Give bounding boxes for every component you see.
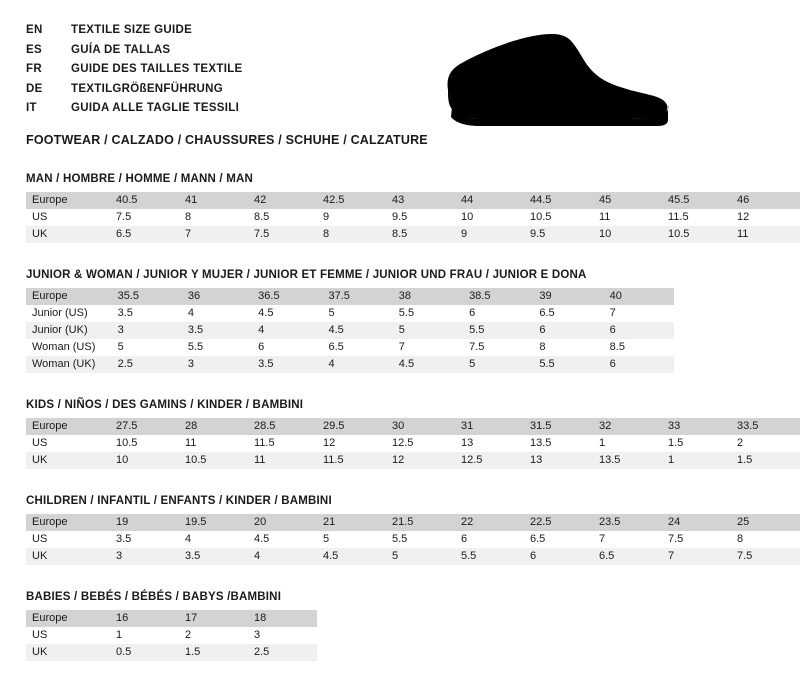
cell: 42.5 xyxy=(317,192,386,209)
cell: 11 xyxy=(248,452,317,469)
cell: 43 xyxy=(386,192,455,209)
cell: 45.5 xyxy=(662,192,731,209)
table-row xyxy=(26,305,674,322)
cell: 1 xyxy=(662,452,731,469)
cell: 3.5 xyxy=(117,307,133,319)
cell: 6 xyxy=(258,341,265,353)
table-row xyxy=(26,627,317,644)
cell: 4 xyxy=(185,533,192,545)
cell: 10.5 xyxy=(116,437,138,449)
size-table-man xyxy=(26,192,800,243)
cell: 6.5 xyxy=(328,341,344,353)
cell: 40.5 xyxy=(110,192,179,209)
language-code: EN xyxy=(26,24,43,36)
table-row xyxy=(26,531,800,548)
cell: 21.5 xyxy=(386,514,455,531)
cell: 13.5 xyxy=(593,452,662,469)
cell: 1.5 xyxy=(731,452,800,469)
section-title: BABIES / BEBÉS / BÉBÉS / BABYS /BAMBINI xyxy=(26,590,282,603)
row-label: Europe xyxy=(26,288,112,305)
table-row xyxy=(26,548,800,565)
table-row xyxy=(26,610,317,627)
cell: 41 xyxy=(179,192,248,209)
cell: 10 xyxy=(461,211,474,223)
cell: 3 xyxy=(112,322,182,339)
cell: 5.5 xyxy=(463,322,533,339)
table-row xyxy=(26,288,674,305)
cell: 32 xyxy=(593,418,662,435)
cell: 22.5 xyxy=(524,514,593,531)
size-table-kids xyxy=(26,418,800,469)
cell: 4 xyxy=(248,548,317,565)
cell: 3 xyxy=(182,356,252,373)
cell: 6.5 xyxy=(530,533,546,545)
cell: 5.5 xyxy=(187,341,204,353)
cell: 9 xyxy=(323,211,330,223)
cell: 2 xyxy=(737,437,744,449)
cell: 11.5 xyxy=(668,211,689,223)
cell: 9 xyxy=(455,226,524,243)
cell: 29.5 xyxy=(317,418,386,435)
cell: 46 xyxy=(731,192,800,209)
cell: 18 xyxy=(248,610,317,627)
cell: 13 xyxy=(524,452,593,469)
cell: 7 xyxy=(609,307,616,319)
row-label: UK xyxy=(26,452,110,469)
table-row xyxy=(26,644,317,661)
language-title: TEXTILE SIZE GUIDE xyxy=(71,24,193,36)
language-title: GUIDE DES TAILLES TEXTILE xyxy=(71,63,243,75)
cell: 13 xyxy=(461,437,474,449)
cell: 5 xyxy=(463,356,533,373)
cell: 2.5 xyxy=(112,356,182,373)
cell: 6.5 xyxy=(593,548,662,565)
language-code: IT xyxy=(26,102,37,114)
cell: 3.5 xyxy=(179,548,248,565)
cell: 11 xyxy=(185,437,197,449)
section-babies xyxy=(26,591,674,661)
size-table-junior-woman xyxy=(26,288,674,373)
cell: 31.5 xyxy=(524,418,593,435)
cell: 0.5 xyxy=(110,644,179,661)
cell: 7.5 xyxy=(469,341,485,353)
cell: 1 xyxy=(599,437,606,449)
cell: 13.5 xyxy=(530,437,552,449)
cell: 5 xyxy=(386,548,455,565)
language-title: TEXTILGRÖßENFÜHRUNG xyxy=(71,82,223,95)
table-row xyxy=(26,452,800,469)
table-row xyxy=(26,339,674,356)
cell: 10 xyxy=(110,452,179,469)
cell: 44 xyxy=(455,192,524,209)
cell: 6 xyxy=(461,533,468,545)
category-line: FOOTWEAR / CALZADO / CHAUSSURES / SCHUHE / CALZATURE xyxy=(26,132,428,147)
section-man xyxy=(26,172,750,243)
language-code: DE xyxy=(26,82,43,95)
cell: 31 xyxy=(455,418,524,435)
cell: 5.5 xyxy=(455,548,524,565)
row-label: Europe xyxy=(26,192,110,209)
cell: 11.5 xyxy=(254,437,275,449)
section-title: JUNIOR & WOMAN / JUNIOR Y MUJER / JUNIOR ET FEMME / JUNIOR UND FRAU / JUNIOR E DONA xyxy=(26,268,587,281)
row-label: Woman (US) xyxy=(32,341,96,353)
section-kids xyxy=(26,398,759,469)
row-label: Junior (US) xyxy=(32,307,88,319)
cell: 8 xyxy=(185,211,192,223)
cell: 16 xyxy=(110,610,179,627)
row-label: Woman (UK) xyxy=(26,356,112,373)
cell: 12.5 xyxy=(392,437,414,449)
cell: 5 xyxy=(323,533,330,545)
row-label: Europe xyxy=(26,610,110,627)
cell: 7 xyxy=(599,533,606,545)
cell: 6 xyxy=(533,322,603,339)
cell: 4.5 xyxy=(317,548,386,565)
cell: 8.5 xyxy=(609,341,625,353)
row-label: UK xyxy=(26,226,110,243)
cell: 3 xyxy=(110,548,179,565)
cell: 17 xyxy=(179,610,248,627)
cell: 1.5 xyxy=(179,644,248,661)
cell: 10.5 xyxy=(530,211,552,223)
cell: 44.5 xyxy=(524,192,593,209)
table-row xyxy=(26,192,800,209)
cell: 10.5 xyxy=(662,226,731,243)
cell: 5.5 xyxy=(392,533,408,545)
cell: 28.5 xyxy=(248,418,317,435)
size-table-children xyxy=(26,514,800,565)
row-label: Junior (UK) xyxy=(26,322,112,339)
cell: 24 xyxy=(662,514,731,531)
cell: 7.5 xyxy=(116,211,132,223)
language-code: ES xyxy=(26,43,42,56)
section-title: CHILDREN / INFANTIL / ENFANTS / KINDER / BAMBINI xyxy=(26,494,332,507)
cell: 6.5 xyxy=(110,226,179,243)
cell: 7 xyxy=(398,341,405,353)
cell: 7.5 xyxy=(731,548,800,565)
document-header xyxy=(26,22,674,147)
cell: 12 xyxy=(386,452,455,469)
cell: 33 xyxy=(662,418,731,435)
cell: 6.5 xyxy=(539,307,555,319)
cell: 5 xyxy=(117,341,124,353)
cell: 4.5 xyxy=(322,322,392,339)
cell: 6 xyxy=(524,548,593,565)
cell: 8.5 xyxy=(254,211,270,223)
cell: 2 xyxy=(185,629,192,641)
cell: 23.5 xyxy=(593,514,662,531)
size-table-babies xyxy=(26,610,317,661)
cell: 19.5 xyxy=(179,514,248,531)
cell: 6 xyxy=(604,356,674,373)
cell: 9.5 xyxy=(392,211,408,223)
cell: 2.5 xyxy=(248,644,317,661)
cell: 3.5 xyxy=(116,533,132,545)
cell: 36.5 xyxy=(252,288,322,305)
section-junior-woman xyxy=(26,269,674,373)
dress-shoe-icon xyxy=(440,28,670,138)
cell: 35.5 xyxy=(112,288,182,305)
language-code: FR xyxy=(26,63,42,75)
cell: 7.5 xyxy=(248,226,317,243)
section-children xyxy=(26,494,753,565)
row-label: UK xyxy=(26,548,110,565)
table-row xyxy=(26,435,800,452)
cell: 11 xyxy=(731,226,800,243)
language-title: GUIDA ALLE TAGLIE TESSILI xyxy=(71,102,240,114)
cell: 1.5 xyxy=(668,437,684,449)
cell: 4 xyxy=(322,356,392,373)
table-row xyxy=(26,356,674,373)
cell: 8 xyxy=(737,533,744,545)
cell: 6 xyxy=(469,307,476,319)
cell: 28 xyxy=(179,418,248,435)
section-title: KIDS / NIÑOS / DES GAMINS / KINDER / BAMBINI xyxy=(26,398,304,411)
cell: 7.5 xyxy=(668,533,684,545)
row-label: US xyxy=(32,437,48,449)
cell: 10.5 xyxy=(179,452,248,469)
cell: 33.5 xyxy=(731,418,800,435)
cell: 6 xyxy=(604,322,674,339)
row-label: US xyxy=(32,533,48,545)
cell: 3 xyxy=(254,629,261,641)
cell: 20 xyxy=(248,514,317,531)
cell: 4.5 xyxy=(393,356,463,373)
cell: 4.5 xyxy=(258,307,274,319)
cell: 5.5 xyxy=(398,307,415,319)
cell: 11.5 xyxy=(317,452,386,469)
cell: 45 xyxy=(593,192,662,209)
row-label: US xyxy=(32,629,48,641)
cell: 5 xyxy=(328,307,335,319)
cell: 38 xyxy=(393,288,463,305)
cell: 11 xyxy=(599,211,611,223)
row-label: US xyxy=(32,211,48,223)
row-label: UK xyxy=(26,644,110,661)
cell: 27.5 xyxy=(110,418,179,435)
cell: 12 xyxy=(737,211,750,223)
cell: 7 xyxy=(179,226,248,243)
cell: 21 xyxy=(317,514,386,531)
table-row xyxy=(26,226,800,243)
cell: 25 xyxy=(731,514,800,531)
table-row xyxy=(26,209,800,226)
cell: 3.5 xyxy=(182,322,252,339)
cell: 3.5 xyxy=(252,356,322,373)
cell: 8.5 xyxy=(386,226,455,243)
table-row xyxy=(26,514,800,531)
cell: 12 xyxy=(323,437,336,449)
cell: 40 xyxy=(604,288,674,305)
cell: 5.5 xyxy=(533,356,603,373)
cell: 8 xyxy=(539,341,546,353)
cell: 30 xyxy=(386,418,455,435)
cell: 38.5 xyxy=(463,288,533,305)
language-title: GUÍA DE TALLAS xyxy=(71,43,171,56)
cell: 4 xyxy=(187,307,194,319)
cell: 4.5 xyxy=(254,533,270,545)
cell: 10 xyxy=(593,226,662,243)
row-label: Europe xyxy=(26,418,110,435)
section-title: MAN / HOMBRE / HOMME / MANN / MAN xyxy=(26,172,254,185)
cell: 22 xyxy=(455,514,524,531)
table-row xyxy=(26,322,674,339)
cell: 4 xyxy=(252,322,322,339)
cell: 42 xyxy=(248,192,317,209)
row-label: Europe xyxy=(26,514,110,531)
cell: 7 xyxy=(662,548,731,565)
cell: 8 xyxy=(317,226,386,243)
cell: 12.5 xyxy=(455,452,524,469)
cell: 37.5 xyxy=(322,288,392,305)
cell: 5 xyxy=(393,322,463,339)
cell: 36 xyxy=(182,288,252,305)
cell: 1 xyxy=(116,629,123,641)
cell: 19 xyxy=(110,514,179,531)
cell: 39 xyxy=(533,288,603,305)
table-row xyxy=(26,418,800,435)
cell: 9.5 xyxy=(524,226,593,243)
